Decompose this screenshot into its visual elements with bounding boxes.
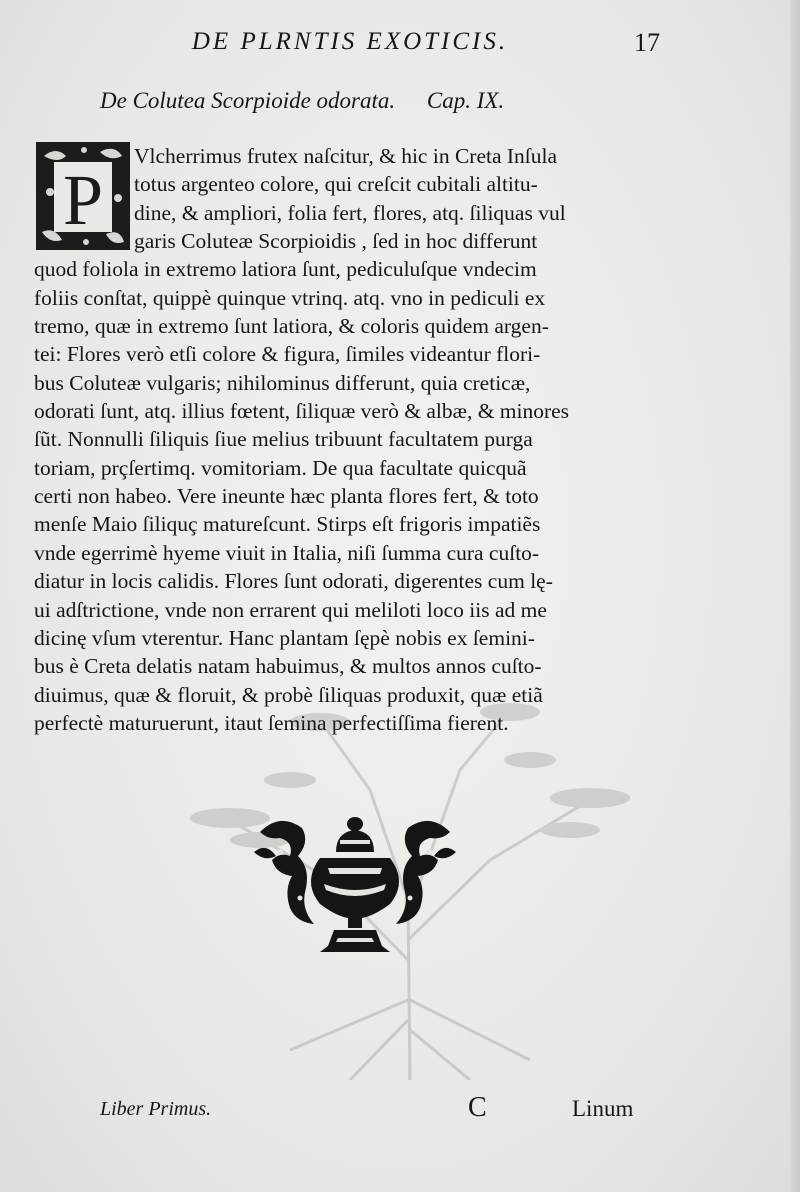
- page-number: 17: [634, 28, 660, 57]
- text-line: ſũt. Nonnulli ſiliquis ſiue melius tribuunt facultatem purga: [34, 427, 533, 452]
- text-line: dicinę vſum vterentur. Hanc plantam ſępè nobis ex ſemini-: [34, 625, 535, 650]
- text-line: vnde egerrimè hyeme viuit in Italia, niſi ſumma cura cuſto-: [34, 540, 540, 565]
- running-head: DE PLRNTIS EXOTICIS.: [191, 28, 509, 55]
- initial-letter-glyph: P: [62, 160, 104, 240]
- vase-ornament: [250, 812, 460, 962]
- text-line: diuimus, quæ & floruit, & probè ſiliquas produxit, quæ etiã: [34, 682, 543, 707]
- signature-mark: C: [468, 1092, 487, 1123]
- chapter-heading: [100, 88, 620, 114]
- text-line: ui adſtrictione, vnde non errarent qui meliloti loco iis ad me: [34, 597, 547, 622]
- catchword: Linum: [572, 1096, 634, 1121]
- text-line: tremo, quæ in extremo ſunt latiora, & coloris quidem argen-: [34, 314, 549, 339]
- chapter-title: De Colutea Scorpioide odorata.: [100, 88, 396, 113]
- text-line: certi non habeo. Vere ineunte hæc planta flores fert, & toto: [34, 484, 539, 509]
- text-line: tei: Flores verò etſi colore & figura, ſimiles videantur flori-: [34, 342, 541, 367]
- text-line: perfectè maturuerunt, itaut ſemina perfectiſſima fierent.: [34, 710, 509, 735]
- text-line: toriam, prçſertimq. vomitoriam. De qua facultate quicquã: [34, 455, 527, 480]
- chapter-number: Cap. IX.: [426, 88, 505, 113]
- text-line: bus è Creta delatis natam habuimus, & multos annos cuſto-: [34, 654, 542, 679]
- chapter-body-text: [34, 142, 674, 737]
- text-line: totus argenteo colore, qui creſcit cubitali altitu-: [134, 172, 538, 197]
- text-line: dine, & ampliori, folia fert, flores, atq. ſiliquas vul: [134, 200, 566, 225]
- text-line: menſe Maio ſiliquç matureſcunt. Stirps eſt frigoris impatiẽs: [34, 512, 541, 537]
- text-line: garis Coluteæ Scorpioidis , ſed in hoc differunt: [134, 229, 538, 254]
- book-label: Liber Primus.: [100, 1098, 212, 1120]
- page-edge: [790, 0, 800, 1192]
- text-line: bus Coluteæ vulgaris; nihilominus differunt, quia creticæ,: [34, 370, 531, 395]
- text-line: diatur in locis calidis. Flores ſunt odorati, digerentes cum lę-: [34, 569, 553, 594]
- text-line: Vlcherrimus frutex naſcitur, & hic in Creta Inſula: [134, 144, 558, 168]
- text-line: odorati ſunt, atq. illius fœtent, ſiliquæ verò & albæ, & minores: [34, 399, 570, 424]
- text-line: quod foliola in extremo latiora ſunt, pediculuſque vndecim: [34, 257, 537, 282]
- text-line: foliis conſtat, quippè quinque vtrinq. atq. vno in pediculi ex: [34, 285, 546, 310]
